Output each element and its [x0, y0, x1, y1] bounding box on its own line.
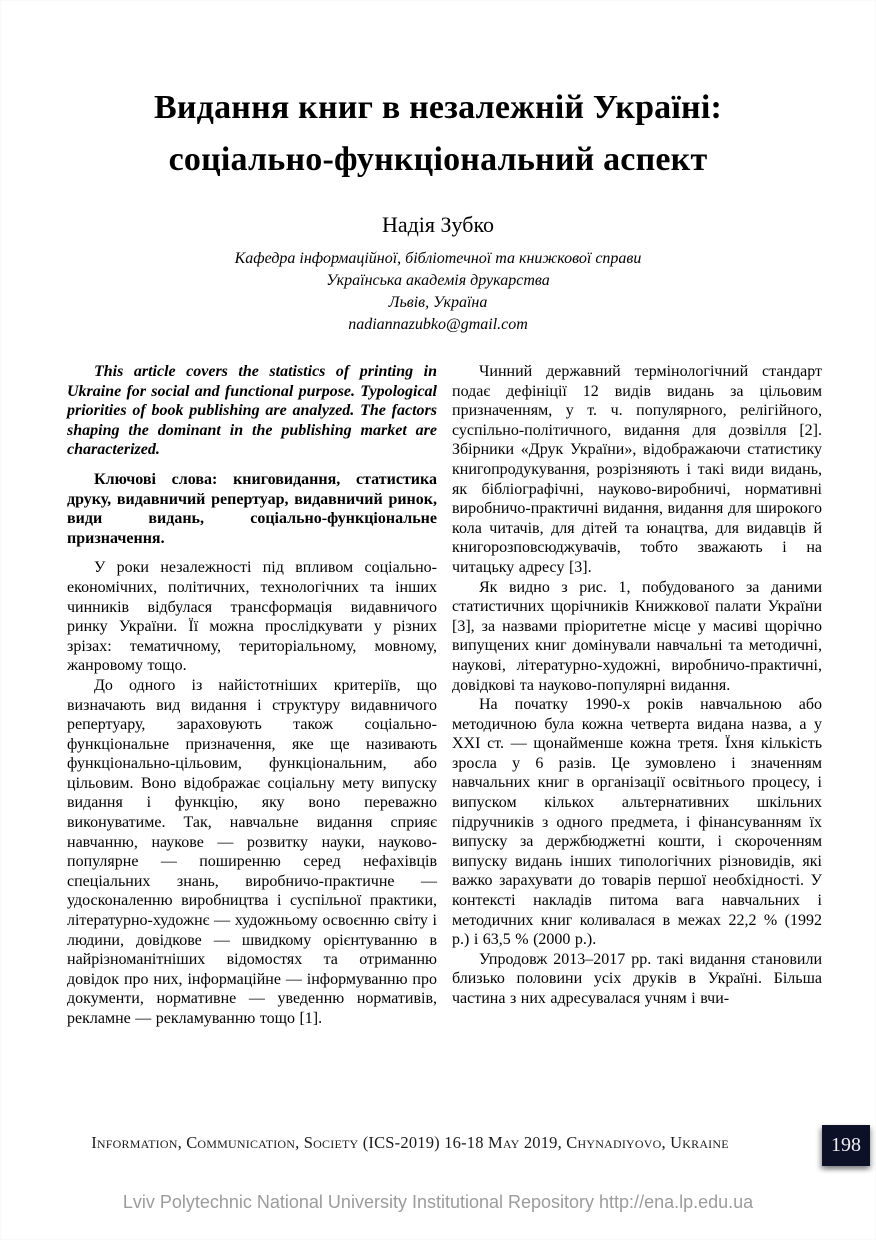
body-paragraph: Чинний державний термінологічний стандарт подає дефініції 12 видів видань за цільовим призначенням, у т. ч. популярного, релігійного, суспільно-політичного, видання для дозвілля [2]. Збірники «Друк України», відображаючи статистику книгопродукування, розрізняють і такі види видань, як бібліографічні, науково-виробничі, нормативні виробничо-практичні видання, видання для широкого кола читачів, для дітей та юнацтва, для видавців й книгорозповсюджувачів, тобто зважають і на читацьку адресу [3]. [452, 363, 822, 576]
repository-watermark: Lviv Polytechnic National University Institutional Repository http://ena.lp.edu.ua [122, 1192, 754, 1212]
abstract-paragraph: This article covers the statistics of printing in Ukraine for social and functional purpose. Typological priorities of book publishing are analyzed. The factors shaping the dominant in the publishing market are characterized. [67, 363, 437, 459]
body-paragraph: У роки незалежності під впливом соціально-економічних, політичних, технологічних та інших чинників відбулася трансформація видавничого ринку України. Її можна прослідкувати у різних зрізах: тематичному, територіальному, мовному, жанровому тощо. [67, 559, 437, 675]
body-paragraph: На початку 1990-х років навчальною або методичною була кожна четверта видана назва, а у XXI ст. — щонайменше кожна третя. Їхня кількість зросла у 6 разів. Це зумовлено і значенням навчальних книг в організації освітнього процесу, і випуском кількох альтернативних шкільних підручників з одного предмета, і фінансуванням їх випуску за держбюджетні кошти, і скороченням випуску видань інших типологічних різновидів, які важко зарахувати до товарів першої необхідності. У контексті накладів питома вага навчальних і методичних книг коливалася в межах 22,2 % (1992 р.) і 63,5 % (2000 р.). [452, 696, 822, 949]
body-paragraph: Упродовж 2013–2017 рр. такі видання становили близько половини усіх друків в Україні. Більша частина з них адресувалася учням і вчи- [452, 950, 822, 1007]
affiliation-institution: Українська академія друкарства [326, 272, 550, 289]
page-number: 198 [831, 1134, 861, 1156]
keywords-paragraph [67, 470, 437, 548]
page-title-line-1: Видання книг в незалежній Україні: [154, 89, 722, 126]
keywords-text: книговидання, статистика друку, видавничий репертуар, видавничий ринок, види видань, соціально-функціональне призначення. [67, 470, 437, 547]
body-paragraph: До одного із найістотніших критеріїв, що визначають вид видання і структуру видавничого репертуару, зараховують також соціально-функціональне призначення, яке ще називають функціонально-цільовим, функціональним, або цільовим. Воно відображає соціальну мету випуску видання і функцію, яку воно переважно виконуватиме. Так, навчальне видання сприяє навчанню, наукове — розвитку науки, науково-популярне — поширенню серед нефахівців спеціальних знань, виробничо-практичне — удосконаленню виробництва і суспільної практики, літературно-художнє — художньому освоєнню світу і людини, довідкове — швидкому орієнтуванню в найрізноманітніших відомостях та отриманню довідок про них, інформаційне — інформуванню про документи, нормативне — уведенню нормативів, рекламне — рекламуванню тощо [1]. [67, 676, 437, 1027]
affiliation-city: Львів, Україна [388, 294, 488, 311]
conference-footer: Information, Communication, Society (ICS-2019) 16-18 May 2019, Chynadiyovo, Ukraine [91, 1133, 729, 1152]
two-column-body [67, 362, 822, 1029]
author-affiliation [0, 248, 876, 336]
right-column [452, 362, 822, 1029]
page-number-badge [822, 1125, 870, 1166]
affiliation-email: nadiannazubko@gmail.com [348, 316, 528, 333]
affiliation-department: Кафедра інформаційної, бібліотечної та книжкової справи [234, 250, 642, 267]
author-name: Надія Зубко [381, 212, 495, 237]
page-title [0, 82, 876, 186]
body-paragraph: Як видно з рис. 1, побудованого за даними статистичних щорічників Книжкової палати України [3], за назвами пріоритетне місце у масиві щорічно випущених книг домінували навчальні та методичні, наукові, літературно-художні, виробничо-практичні, довідкові та науково-популярні видання. [452, 578, 822, 694]
page-title-line-2: соціально-функціональний аспект [168, 141, 708, 178]
keywords-label: Ключові слова: [94, 470, 218, 488]
left-column [67, 362, 437, 1029]
